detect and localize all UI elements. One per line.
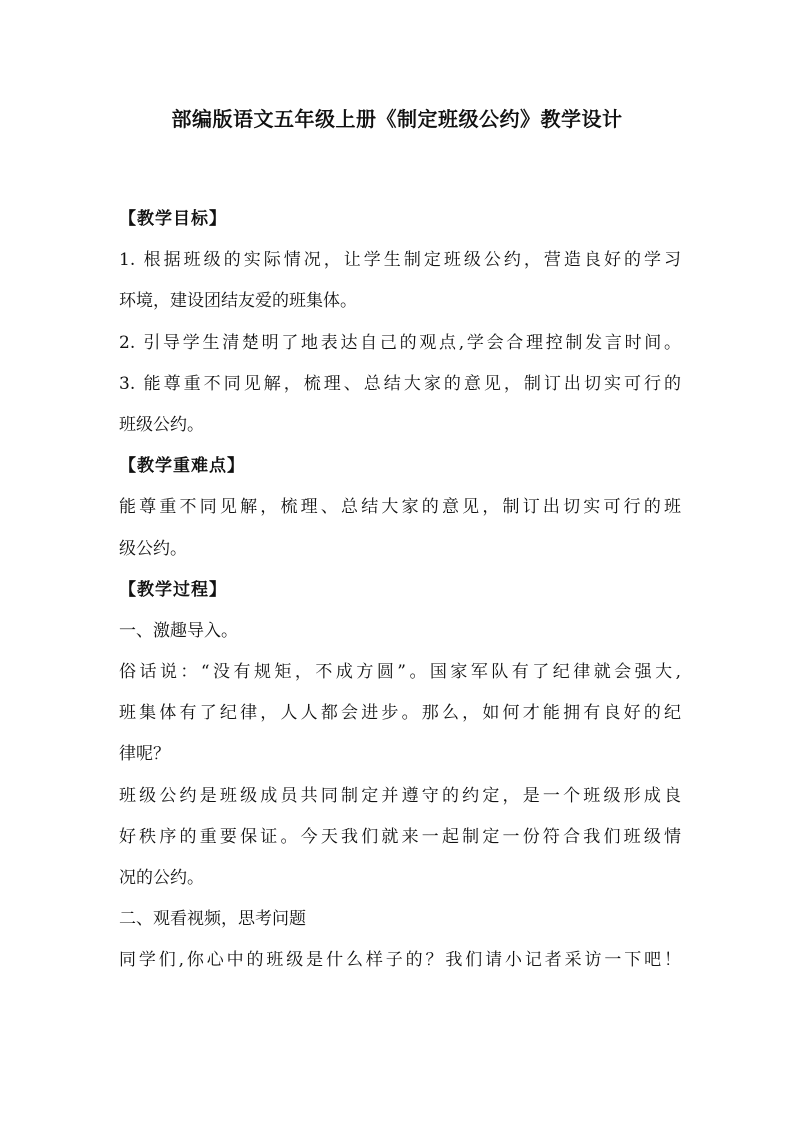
section-heading-process: 【教学过程】 (119, 579, 227, 600)
step-1-paragraph-1-line-1: 俗话说：“没有规矩，不成方圆”。国家军队有了纪律就会强大, (119, 662, 681, 683)
section-heading-goals: 【教学目标】 (119, 209, 227, 229)
goal-item-1-line-1: 1. 根据班级的实际情况，让学生制定班级公约，营造良好的学习 (119, 250, 681, 271)
step-1-paragraph-2-line-3: 况的公约。 (119, 868, 204, 888)
goal-item-2-line-1: 2. 引导学生清楚明了地表达自己的观点,学会合理控制发言时间。 (119, 332, 681, 353)
step-1-paragraph-1-line-3: 律呢？ (119, 744, 170, 765)
step-1-paragraph-2-line-1: 班级公约是班级成员共同制定并遵守的约定，是一个班级形成良 (119, 785, 681, 806)
step-1-paragraph-1-line-2: 班集体有了纪律，人人都会进步。那么，如何才能拥有良好的纪 (119, 703, 681, 724)
key-points-line-1: 能尊重不同见解，梳理、总结大家的意见，制订出切实可行的班 (119, 497, 681, 518)
document-body (119, 199, 681, 982)
document-title: 部编版语文五年级上册《制定班级公约》教学设计 (171, 107, 623, 131)
key-points-line-2: 级公约。 (119, 538, 187, 559)
goal-item-3-line-1: 3. 能尊重不同见解，梳理、总结大家的意见，制订出切实可行的 (119, 373, 681, 394)
process-step-2-title: 二、观看视频，思考问题 (119, 909, 306, 930)
goal-item-1-line-2: 环境，建设团结友爱的班集体。 (119, 291, 357, 312)
section-heading-key-points: 【教学重难点】 (119, 456, 245, 477)
step-2-paragraph-1-line-1: 同学们,你心中的班级是什么样子的？我们请小记者采访一下吧！ (119, 950, 681, 971)
step-1-paragraph-2-line-2: 好秩序的重要保证。今天我们就来一起制定一份符合我们班级情 (119, 826, 681, 847)
process-step-1-title: 一、激趣导入。 (119, 620, 238, 641)
goal-item-3-line-2: 班级公约。 (119, 414, 204, 435)
